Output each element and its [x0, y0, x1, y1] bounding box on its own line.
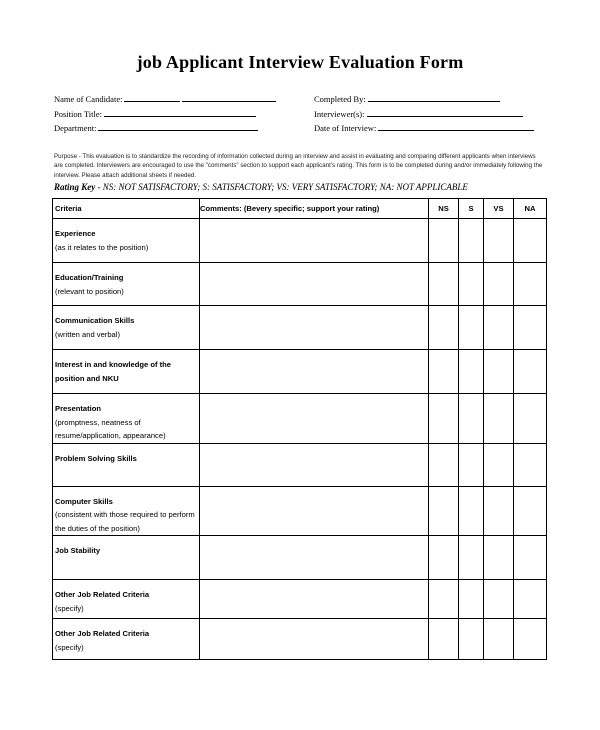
header-criteria: Criteria — [53, 199, 200, 219]
comments-cell[interactable] — [200, 263, 429, 306]
criteria-cell — [53, 306, 200, 350]
criteria-cell — [53, 394, 200, 444]
table-row — [53, 219, 547, 263]
comments-cell[interactable] — [200, 350, 429, 394]
header-s: S — [459, 199, 484, 219]
s-cell[interactable] — [459, 486, 484, 536]
criteria-title: Interest in and knowledge of the position and NKU — [55, 360, 172, 383]
field-label: Position Title: — [54, 109, 102, 119]
field-line[interactable] — [104, 108, 256, 117]
field-line[interactable] — [378, 122, 534, 131]
vs-cell[interactable] — [484, 219, 514, 263]
ns-cell[interactable] — [429, 536, 459, 580]
criteria-title: Other Job Related Criteria — [55, 629, 150, 638]
criteria-title: Presentation — [55, 404, 101, 413]
criteria-subtitle: (consistent with those required to perform the duties of the position) — [55, 510, 195, 533]
interview-date-field[interactable] — [314, 122, 534, 134]
table-row — [53, 350, 547, 394]
criteria-title: Job Stability — [55, 546, 101, 555]
criteria-cell — [53, 350, 200, 394]
header-comments: Comments: (Bevery specific; support your rating) — [200, 199, 429, 219]
vs-cell[interactable] — [484, 486, 514, 536]
criteria-title: Experience — [55, 229, 96, 238]
criteria-subtitle: (specify) — [55, 642, 84, 652]
ns-cell[interactable] — [429, 619, 459, 660]
field-label: Department: — [54, 123, 97, 133]
na-cell[interactable] — [514, 536, 547, 580]
vs-cell[interactable] — [484, 536, 514, 580]
field-line[interactable] — [124, 93, 180, 102]
na-cell[interactable] — [514, 619, 547, 660]
vs-cell[interactable] — [484, 350, 514, 394]
rating-key-text: - NS: NOT SATISFACTORY; S: SATISFACTORY; VS: VERY SATISFACTORY; NA: NOT APPLICABLE — [95, 182, 468, 192]
department-field[interactable] — [54, 122, 258, 134]
field-label: Name of Candidate: — [54, 94, 123, 104]
position-title-field[interactable] — [54, 108, 256, 120]
vs-cell[interactable] — [484, 263, 514, 306]
ns-cell[interactable] — [429, 219, 459, 263]
ns-cell[interactable] — [429, 486, 459, 536]
evaluation-table — [52, 198, 547, 660]
na-cell[interactable] — [514, 306, 547, 350]
na-cell[interactable] — [514, 443, 547, 486]
comments-cell[interactable] — [200, 394, 429, 444]
table-header-row — [53, 199, 547, 219]
table-row — [53, 580, 547, 619]
table-row — [53, 306, 547, 350]
table-row — [53, 536, 547, 580]
s-cell[interactable] — [459, 580, 484, 619]
field-line[interactable] — [368, 93, 500, 102]
criteria-title: Education/Training — [55, 273, 124, 282]
table-row — [53, 619, 547, 660]
comments-cell[interactable] — [200, 580, 429, 619]
na-cell[interactable] — [514, 580, 547, 619]
s-cell[interactable] — [459, 394, 484, 444]
ns-cell[interactable] — [429, 394, 459, 444]
field-line[interactable] — [367, 108, 523, 117]
comments-cell[interactable] — [200, 443, 429, 486]
completed-by-field[interactable] — [314, 93, 500, 105]
header-vs: VS — [484, 199, 514, 219]
criteria-title: Communication Skills — [55, 316, 135, 325]
field-label: Date of Interview: — [314, 123, 377, 133]
criteria-cell — [53, 263, 200, 306]
table-row — [53, 394, 547, 444]
form-title: job Applicant Interview Evaluation Form — [136, 52, 464, 72]
field-label: Completed By: — [314, 94, 366, 104]
s-cell[interactable] — [459, 350, 484, 394]
candidate-name-field[interactable] — [54, 93, 276, 105]
criteria-subtitle: (as it relates to the position) — [55, 242, 149, 252]
na-cell[interactable] — [514, 486, 547, 536]
criteria-subtitle: (specify) — [55, 603, 84, 613]
criteria-title: Other Job Related Criteria — [55, 590, 150, 599]
ns-cell[interactable] — [429, 580, 459, 619]
s-cell[interactable] — [459, 619, 484, 660]
s-cell[interactable] — [459, 219, 484, 263]
s-cell[interactable] — [459, 536, 484, 580]
criteria-cell — [53, 443, 200, 486]
ns-cell[interactable] — [429, 263, 459, 306]
criteria-title: Computer Skills — [55, 496, 113, 506]
vs-cell[interactable] — [484, 619, 514, 660]
criteria-subtitle: (written and verbal) — [55, 329, 120, 339]
ns-cell[interactable] — [429, 306, 459, 350]
header-na: NA — [514, 199, 547, 219]
vs-cell[interactable] — [484, 443, 514, 486]
rating-key — [54, 182, 554, 192]
ns-cell[interactable] — [429, 443, 459, 486]
na-cell[interactable] — [514, 350, 547, 394]
s-cell[interactable] — [459, 443, 484, 486]
criteria-cell — [53, 619, 200, 660]
purpose-text: Purpose - This evaluation is to standardize the recording of information collected during an interview and assist in evaluating and comparing different applicants when interviews are completed. Interviewers are encouraged to use the "comments" section to support each applicant's rating. This form is to be completed during and/or immediately following the interview. Please attach additional sheets if needed. — [54, 153, 543, 179]
comments-cell[interactable] — [200, 486, 429, 536]
ns-cell[interactable] — [429, 350, 459, 394]
comments-cell[interactable] — [200, 219, 429, 263]
criteria-subtitle: (relevant to position) — [55, 286, 124, 296]
field-line[interactable] — [98, 122, 258, 131]
table-row — [53, 486, 547, 536]
comments-cell[interactable] — [200, 306, 429, 350]
criteria-cell — [53, 580, 200, 619]
table-row — [53, 443, 547, 486]
criteria-cell — [53, 486, 200, 536]
comments-cell[interactable] — [200, 536, 429, 580]
s-cell[interactable] — [459, 306, 484, 350]
na-cell[interactable] — [514, 263, 547, 306]
s-cell[interactable] — [459, 263, 484, 306]
na-cell[interactable] — [514, 219, 547, 263]
criteria-cell — [53, 219, 200, 263]
na-cell[interactable] — [514, 394, 547, 444]
criteria-subtitle: (promptness, neatness of resume/application, appearance) — [55, 417, 166, 440]
field-line[interactable] — [182, 93, 276, 102]
interviewers-field[interactable] — [314, 108, 523, 120]
criteria-title: Problem Solving Skills — [55, 453, 137, 463]
table-row — [53, 263, 547, 306]
criteria-cell — [53, 536, 200, 580]
vs-cell[interactable] — [484, 580, 514, 619]
comments-cell[interactable] — [200, 619, 429, 660]
header-ns: NS — [429, 199, 459, 219]
vs-cell[interactable] — [484, 394, 514, 444]
field-label: Interviewer(s): — [314, 109, 365, 119]
rating-key-label: Rating Key — [54, 182, 96, 192]
vs-cell[interactable] — [484, 306, 514, 350]
